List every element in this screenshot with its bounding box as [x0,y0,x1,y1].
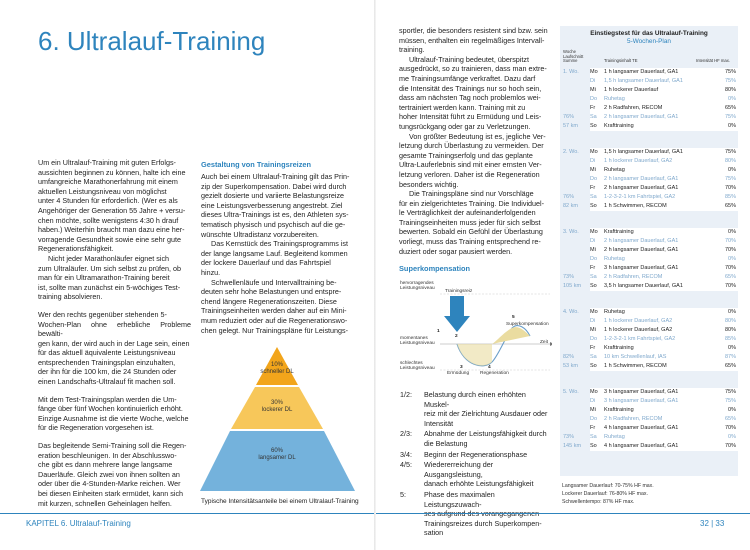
intensity-cell: 0% [728,434,736,440]
paragraph: Ultralauf-Training bedeutet, überspitzt ausgedrückt, so zu trainieren, dass man extre- me Trainingsumfänge verkraftet. Dazu darf die Intensität des Trainings nur so hoch sein, dass am nächsten Tag noch problemlos wei- tertrainiert werden kann. Training mit zu hoher Intensität führt zu Ermüdung und Leis- tungsrückgang oder gar zu Verletzungen. [399,54,547,131]
week-meta-cell [560,166,590,175]
session-cell: 3 h langsamer Dauerlauf, GA1 [604,398,679,404]
column-2 [201,160,356,343]
intensity-cell: 75% [724,398,736,404]
plan-row [560,344,738,353]
stimulus-arrow-shaft [450,296,464,318]
session-cell: 3,5 h langsamer Dauerlauf, GA1 [604,283,683,289]
paragraph: Das Kernstück des Trainingsprogramms ist der lange langsame Lauf. Begleitend kommen der lockere Dauerlauf und das Fahrtspiel hinzu. [201,239,349,277]
day-cell: Sa [590,354,597,360]
day-cell: Mo [590,149,598,155]
week-meta-cell [560,415,590,424]
intensity-cell: 85% [724,194,736,200]
week-total-km: 145 km [563,443,582,449]
day-cell: Mo [590,69,598,75]
intensity-cell: 0% [728,309,736,315]
plan-row [560,202,738,211]
plan-row [560,228,738,237]
stimulus-arrow-head [444,316,470,332]
intensity-cell: 75% [724,78,736,84]
intensity-cell: 70% [724,283,736,289]
intensity-cell: 70% [724,185,736,191]
session-cell: 1 h lockerer Dauerlauf, GA2 [604,158,673,164]
session-cell: 2 h langsamer Dauerlauf, GA1 [604,238,679,244]
plan-row [560,308,738,317]
footer-page-numbers: 32 | 33 [700,519,725,528]
session-cell: 1 h langsamer Dauerlauf, GA1 [604,69,679,75]
time-arrow [550,342,552,346]
week-avg-intensity: 73% [563,274,575,280]
intensity-cell: 70% [724,247,736,253]
column-header-intensity: Intensität HF max. [696,58,730,63]
week-meta-cell [560,397,590,406]
day-cell: Di [590,238,596,244]
week-meta-cell [560,264,590,273]
day-cell: Sa [590,194,597,200]
pyramid-bottom-label: 60% langsamer DL [258,448,296,461]
session-cell: 2 h langsamer Dauerlauf, GA1 [604,176,679,182]
list-text: Belastung durch einen erhöhten Muskel- reiz mit der Zielrichtung Ausdauer oder Intensität [424,390,548,428]
list-item [400,450,552,460]
intensity-cell: 75% [724,389,736,395]
day-cell: Fr [590,425,596,431]
plan-subtitle: 5-Wochen-Plan [627,38,671,45]
session-cell: Ruhetag [604,256,625,262]
paragraph: Das begleitende Semi-Training soll die Regen- eration beschleunigen. In der Abschlusswo- che gibt es dann mehrere lange langsame Dauerläufe. Gleich zwei von ihnen sollten an oder über die 4-Stunden-Marke reichen. Wer bei diesen Einheiten stark ermüdet, kann sich mit kurzen, schnellen Geheinlagen helfen. [38,441,187,508]
day-cell: Do [590,176,598,182]
week-label: 4. Wo. [563,309,579,315]
week-avg-intensity: 76% [563,114,575,120]
label-supercompensation: Superkompensation [506,322,549,327]
paragraph: Von größter Bedeutung ist es, jegliche Ver- letzung durch Überlastung zu vermeiden. Der gesamte Trainingserfolg und das geplante Ultra-Lauferlebnis sind mit einer ernsten Ver- letzung verloren. Daher ist die Regeneration besonders wichtig. [399,131,546,189]
week-total-km: 57 km [563,123,578,129]
week-total-km: 105 km [563,283,582,289]
session-cell: 2 h Radfahren, RECOM [604,274,663,280]
session-cell: 1,5 h langsamer Dauerlauf, GA1 [604,78,683,84]
session-cell: 1 h Schwimmen, RECOM [604,203,667,209]
session-cell: Krafttraining [604,123,634,129]
week-meta-cell [560,424,590,433]
paragraph: sportler, die besonders resistent sind bzw. sein müssen, enthalten ein regelmäßiges Intervall- training. [399,26,548,55]
week-meta-cell [560,344,590,353]
week-avg-intensity: 73% [563,434,575,440]
week-avg-intensity: 82% [563,354,575,360]
intensity-cell: 70% [724,265,736,271]
intensity-cell: 75% [724,176,736,182]
week-meta-cell [560,95,590,104]
plan-row [560,77,738,86]
plan-row [560,193,738,202]
plan-row [560,157,738,166]
session-cell: 1 h Schwimmen, RECOM [604,363,667,369]
day-cell: So [590,363,597,369]
day-cell: Di [590,398,596,404]
list-text: Phase des maximalen Leistungszuwach- Trainingsreizes durch Superkompen- sation [424,489,542,538]
day-cell: Fr [590,185,596,191]
section-heading: Superkompensation [399,264,471,274]
week-meta-cell [560,335,590,344]
plan-row [560,406,738,415]
diagram-number: 2 [455,334,458,339]
list-text: Wiedererreichung der Ausgangsleistung, danach erhöhte Leistungsfähigkeit [424,460,534,489]
intensity-cell: 80% [724,87,736,93]
plan-row [560,326,738,335]
label-time: Zeit [540,340,548,345]
week-meta-cell [560,104,590,113]
list-item [400,429,552,448]
diagram-number: 5 [512,315,515,320]
plan-row [560,362,738,371]
week-meta-cell [560,317,590,326]
column-header-week: Woche Laufschnitt Summe [563,49,584,64]
intensity-cell: 0% [728,167,736,173]
plan-row [560,397,738,406]
intensity-cell: 70% [724,443,736,449]
plan-row [560,86,738,95]
session-cell: 1 h lockerer Dauerlauf, GA2 [604,327,673,333]
session-cell: 2 h langsamer Dauerlauf, GA1 [604,114,679,120]
pyramid-mid-label: 30% lockerer DL [261,400,293,413]
column-header-content: Trainingsinhalt TE [604,58,638,63]
list-number: 4/5: [400,460,412,470]
week-meta-cell [560,237,590,246]
plan-row [560,317,738,326]
intensity-cell: 0% [728,345,736,351]
intensity-cell: 65% [724,203,736,209]
paragraph: Wer den rechts gegenüber stehenden 5- Wochen-Plan ohne erhebliche Probleme bewälti- gen kann, der wird auch in der Lage sein, einen für das aktuell äquivalente Leistungsniveau entsprechenden Trainingsplan einzuhalten, der ihn für die 100 km, die 24 Stunden oder einen Landschafts-Ultralauf fit machen soll. [38,309,191,387]
session-cell: 1-2-3-2-1 km Fahrtspiel, GA2 [604,194,676,200]
session-cell: 2 h langsamer Dauerlauf, GA1 [604,185,679,191]
week-label: 2. Wo. [563,149,579,155]
day-cell: Mi [590,247,596,253]
session-cell: 4 h langsamer Dauerlauf, GA1 [604,443,679,449]
day-cell: Mi [590,327,596,333]
paragraph: Nicht jeder Marathonläufer eignet sich zum Ultraläufer. Um sich selbst zu prüfen, ob man für ein Ultramarathon-Training bereit ist, sollte man zunächst ein 5-wöchiges Test- training absolvieren. [38,253,182,302]
footer-chapter: KAPITEL 6. Ultralauf-Training [26,519,131,528]
day-cell: Mi [590,167,596,173]
session-cell: 2 h langsamer Dauerlauf, GA1 [604,247,679,253]
day-cell: Do [590,256,598,262]
session-cell: 10 km Schwellenlauf, IAS [604,354,667,360]
plan-row [560,353,738,362]
plan-row [560,175,738,184]
day-cell: Sa [590,114,597,120]
intensity-cell: 65% [724,274,736,280]
plan-title: Einstiegstest für das Ultralauf-Training [590,30,708,37]
intensity-cell: 75% [724,69,736,75]
day-cell: Do [590,96,598,102]
week-label: 5. Wo. [563,389,579,395]
intensity-cell: 70% [724,238,736,244]
paragraph: Um ein Ultralauf-Training mit guten Erfolgs- aussichten beginnen zu können, halte ich eine umfangreiche Marathonerfahrung mit einem aktuellen Leistungsniveau von möglichst unter 4 Stunden für erforderlich. (Wer es als Angehöriger der Generation 55 Jahre + versu- chen möchte, sollte wenigstens 4:30 h drauf haben.) Weiterhin braucht man dazu eine her- vorragende Gesundheit sowie eine sehr gute Regenerationsfähigkeit. [38,158,186,254]
plan-row [560,113,738,122]
list-number: 5: [400,489,406,499]
diagram-number: 4 [488,365,491,370]
week-total-km: 53 km [563,363,578,369]
session-cell: Ruhetag [604,309,625,315]
plan-row [560,388,738,397]
day-cell: Do [590,416,598,422]
plan-row [560,104,738,113]
phase-list [400,390,552,539]
day-cell: Di [590,158,596,164]
paragraph: Mit dem Test-Trainingsplan werden die Um- fänge über fünf Wochen kontinuierlich erhöht. Einzige Ausnahme ist die vierte Woche, welche für die Regeneration vorgesehen ist. [38,394,189,433]
session-cell: 3 h langsamer Dauerlauf, GA1 [604,389,679,395]
day-cell: Mo [590,389,598,395]
week-label: 3. Wo. [563,229,579,235]
plan-row [560,122,738,131]
day-cell: Fr [590,105,596,111]
plan-legend: Langsamer Dauerlauf: 70-75% HF max. Lockerer Dauerlauf: 76-80% HF max. Schwellentempo: 87% HF max. [562,483,654,505]
day-cell: So [590,123,597,129]
list-item [400,460,552,489]
session-cell: Krafttraining [604,407,634,413]
pyramid-top-label: 10% schneller DL [260,362,294,375]
day-cell: Do [590,336,598,342]
list-number: 2/3: [400,429,412,439]
plan-row [560,246,738,255]
session-cell: Krafttraining [604,345,634,351]
intensity-cell: 65% [724,105,736,111]
day-cell: Mo [590,229,598,235]
day-cell: So [590,283,597,289]
intensity-cell: 70% [724,425,736,431]
plan-row [560,335,738,344]
plan-row [560,166,738,175]
session-cell: 4 h langsamer Dauerlauf, GA1 [604,425,679,431]
plan-row [560,148,738,157]
label-low-level: schlechtes Leistungsniveau [400,361,435,372]
paragraph: Auch bei einem Ultralauf-Training gilt das Prin- zip der Superkompensation. Dabei wird durch gezielt dosierte und variierte Belastungsreize eine Leistungsverbesserung angestrebt. Ziel dieses Ultra-Trainings ist es, den Athleten sys- tematisch physisch und psychisch auf die ge- wünschte Ultradistanz vorzubereiten. [201,172,350,239]
day-cell: Di [590,318,596,324]
plan-row [560,415,738,424]
section-heading: Gestaltung von Trainingsreizen [201,160,312,169]
week-label: 1. Wo. [563,69,579,75]
intensity-cell: 65% [724,363,736,369]
intensity-cell: 0% [728,407,736,413]
intensity-cell: 0% [728,229,736,235]
plan-row [560,442,738,451]
intensity-cell: 75% [724,114,736,120]
plan-row [560,68,738,77]
session-cell: Ruhetag [604,434,625,440]
supercompensation-area [492,327,530,344]
page-fold [374,0,376,550]
week-meta-cell [560,77,590,86]
session-cell: 1,5 h langsamer Dauerlauf, GA1 [604,149,683,155]
intensity-cell: 87% [724,354,736,360]
footer-rule [376,513,750,514]
session-cell: 1 h lockerer Dauerlauf [604,87,659,93]
session-cell: Ruhetag [604,167,625,173]
session-cell: 2 h Radfahren, RECOM [604,105,663,111]
session-cell: 1-2-3-2-1 km Fahrtspiel, GA2 [604,336,676,342]
list-number: 1/2: [400,390,412,399]
week-meta-cell [560,246,590,255]
label-regeneration: Regeneration [480,371,509,376]
intensity-cell: 0% [728,96,736,102]
day-cell: Mi [590,407,596,413]
pyramid-caption: Typische Intensitätsanteile bei einem Ultralauf-Training [201,498,359,505]
plan-row [560,95,738,104]
week-avg-intensity: 76% [563,194,575,200]
week-total-km: 82 km [563,203,578,209]
week-meta-cell [560,175,590,184]
day-cell: Fr [590,265,596,271]
week-meta-cell [560,406,590,415]
session-cell: 1 h lockerer Dauerlauf, GA2 [604,318,673,324]
label-fatigue: Ermüdung [447,371,470,376]
plan-row [560,273,738,282]
week-meta-cell [560,255,590,264]
plan-row [560,184,738,193]
week-meta-cell [560,184,590,193]
session-cell: 3 h langsamer Dauerlauf, GA1 [604,265,679,271]
paragraph: Schwellenläufe und Intervalltraining be- deuten sehr hohe Belastungen und entspre- chend längere Regenerationszeiten. Diese Trainingseinheiten werden daher auf ein Mini- mum reduziert oder auf die Regenerationswo- chen gelegt. Nur Trainingspläne für Leistungs- [201,277,349,335]
list-number: 3/4: [400,449,412,459]
label-stimulus: Trainingsreiz [445,289,473,294]
intensity-cell: 80% [724,327,736,333]
training-plan-box [560,26,738,476]
plan-row [560,282,738,291]
intensity-cell: 65% [724,416,736,422]
day-cell: Sa [590,274,597,280]
chapter-title: 6. Ultralauf-Training [38,26,266,56]
plan-row [560,433,738,442]
intensity-cell: 80% [724,158,736,164]
session-cell: Krafttraining [604,229,634,235]
plan-row [560,255,738,264]
day-cell: So [590,443,597,449]
intensity-cell: 85% [724,336,736,342]
paragraph: Die Trainingspläne sind nur Vorschläge für ein zielgerichtetes Training. Die Individuel- le Verträglichkeit der aufeinanderfolgenden Trainingseinheiten muss jeder für sich selbst bewerten. Sobald ein Gefühl der Überlastung vorliegt, muss das Training entsprechend re- duziert oder sogar pausiert werden. [399,189,545,256]
session-cell: 2 h Radfahren, RECOM [604,416,663,422]
footer-rule [0,513,374,514]
plan-row [560,264,738,273]
day-cell: So [590,203,597,209]
session-cell: Ruhetag [604,96,625,102]
intensity-cell: 80% [724,318,736,324]
label-current-level: momentanes Leistungsniveau [400,336,435,347]
plan-row [560,424,738,433]
week-meta-cell [560,157,590,166]
plan-header [560,30,738,46]
diagram-number: 3 [460,365,463,370]
label-high-level: hervorragendes Leistungsniveau [400,281,435,292]
day-cell: Di [590,78,596,84]
intensity-cell: 75% [724,149,736,155]
intensity-cell: 0% [728,123,736,129]
column-1 [38,158,191,516]
intensity-cell: 0% [728,256,736,262]
list-text: Abnahme der Leistungsfähigkeit durch die Belastung [424,429,547,448]
week-meta-cell [560,86,590,95]
day-cell: Sa [590,434,597,440]
day-cell: Mi [590,87,596,93]
day-cell: Mo [590,309,598,315]
plan-row [560,237,738,246]
list-text: Beginn der Regenerationsphase [424,449,528,459]
day-cell: Fr [590,345,596,351]
diagram-number: 1 [437,329,440,334]
week-meta-cell [560,326,590,335]
list-item [400,390,552,428]
column-3 [399,26,551,276]
